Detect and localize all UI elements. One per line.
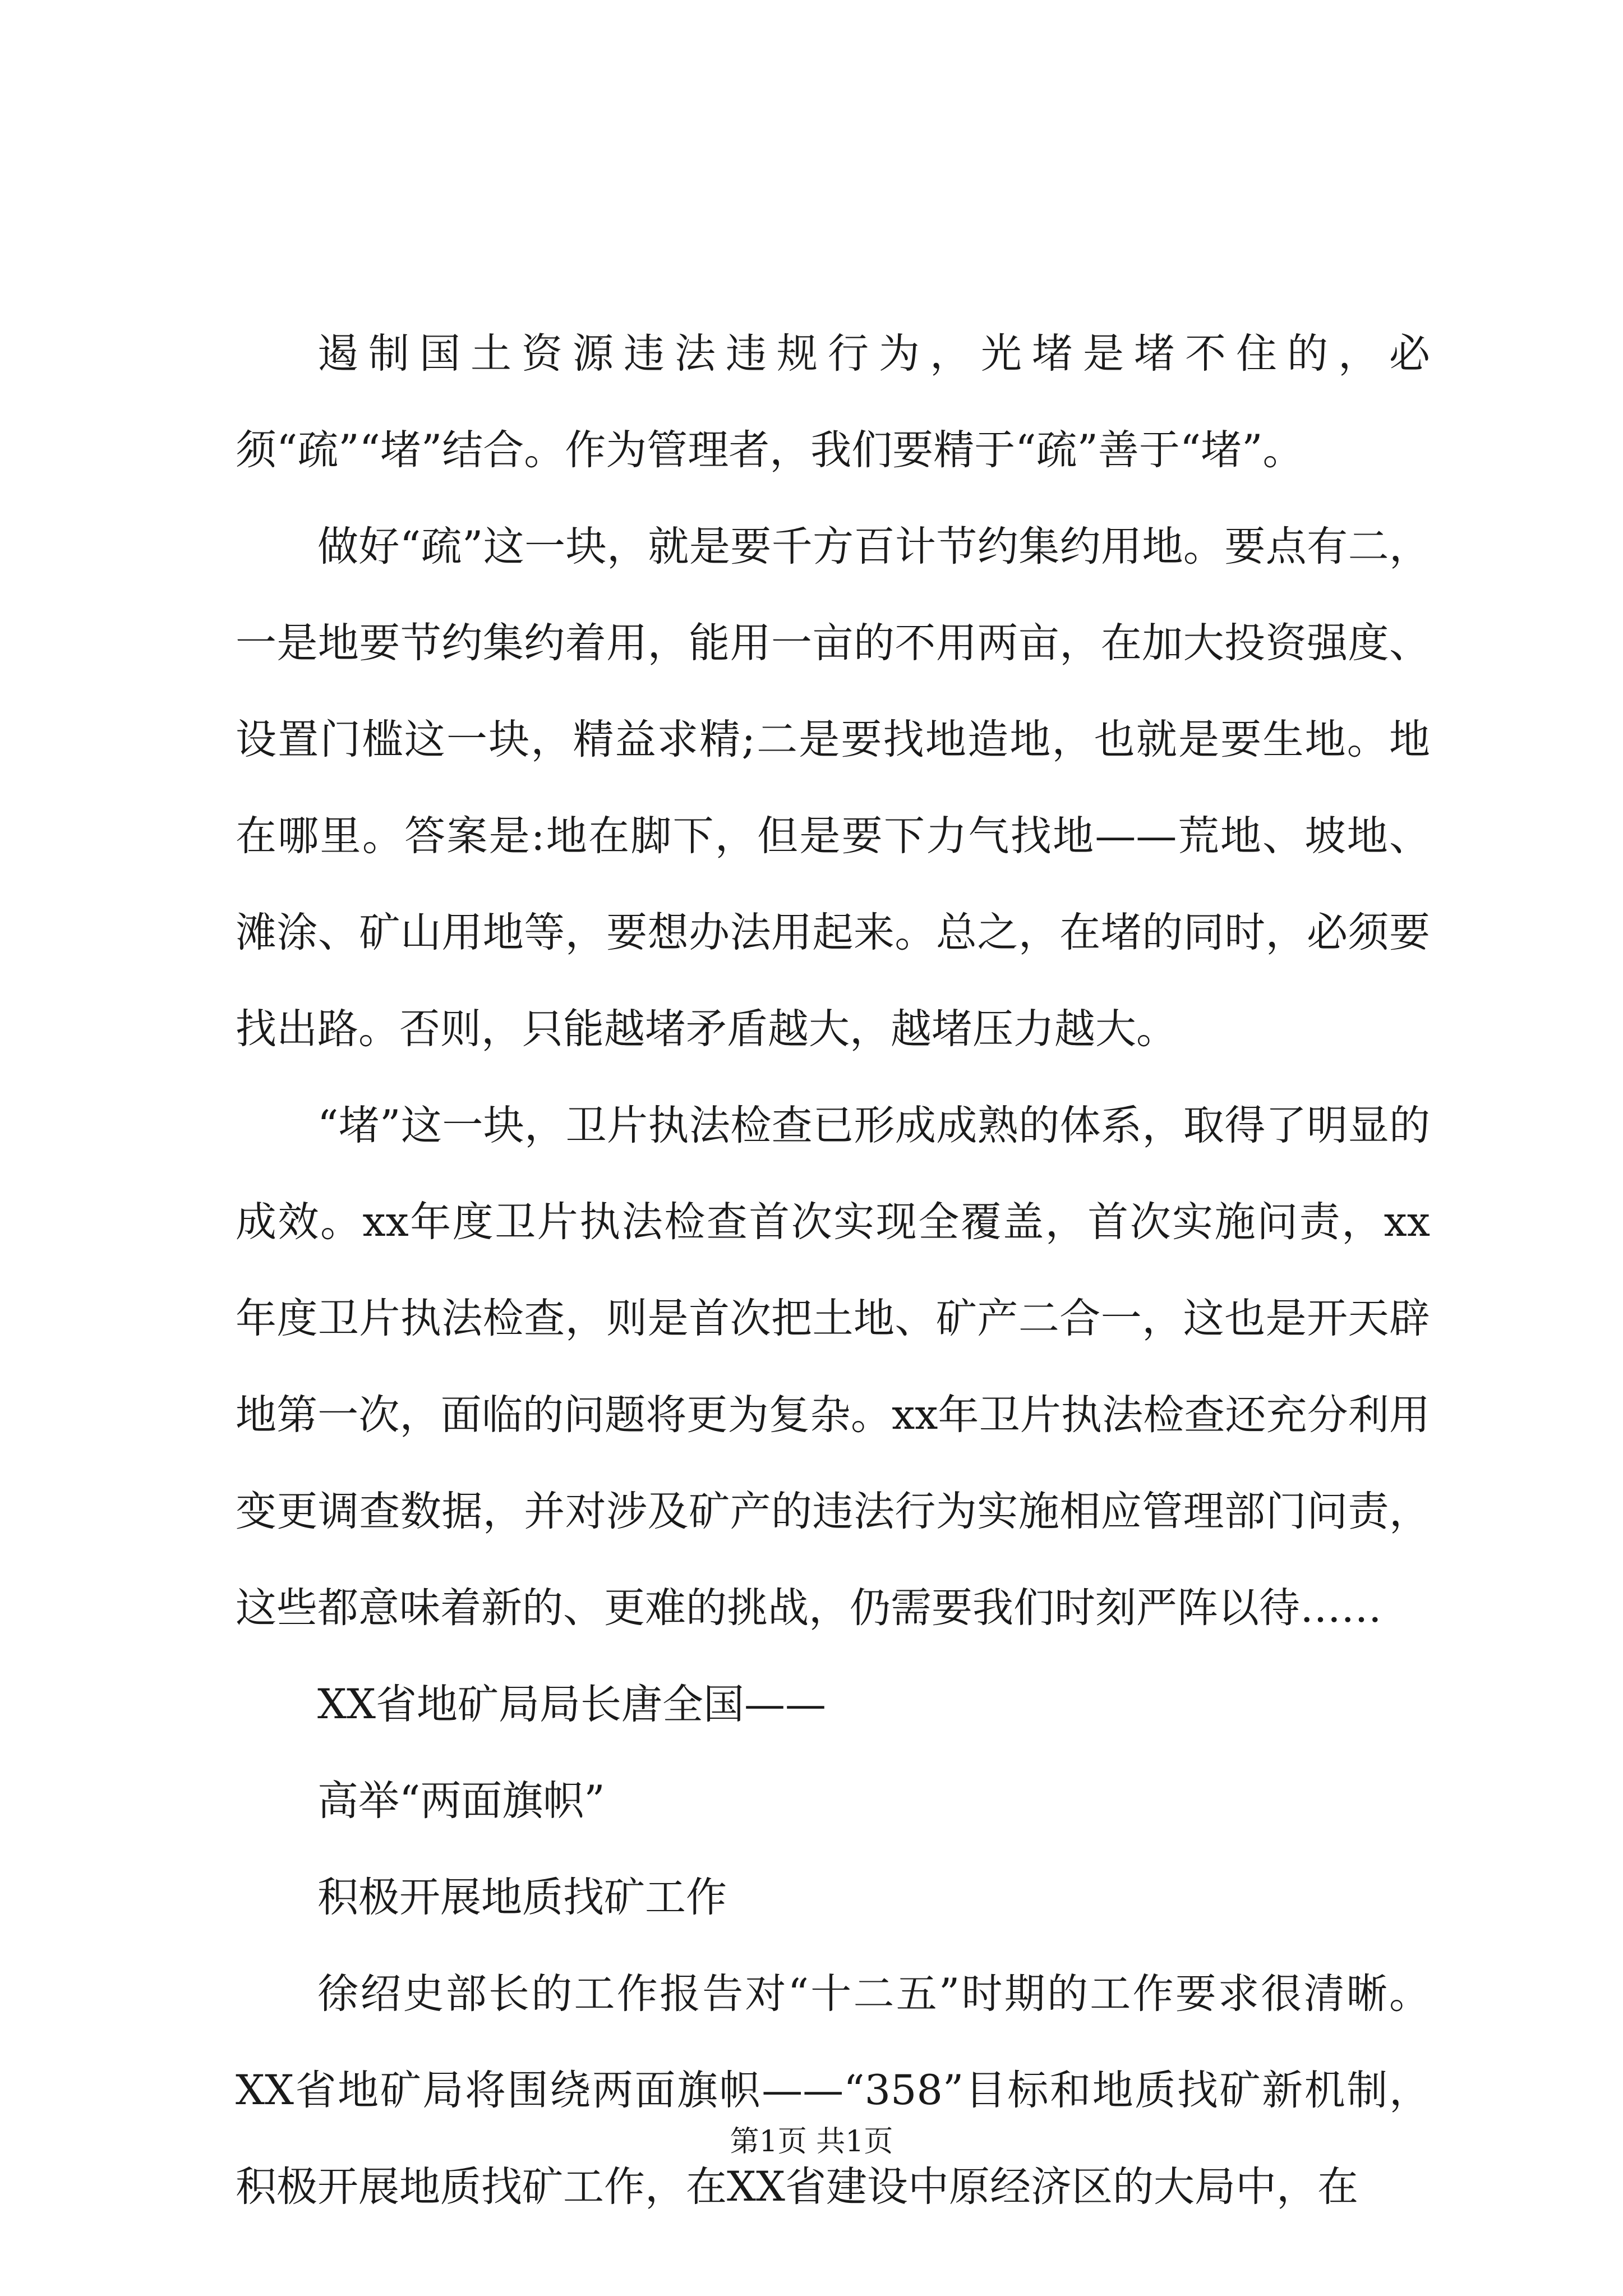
speech-title-line-2: 积极开展地质找矿工作 [317,1874,727,1921]
speech-title-line-1: 高举“两面旗帜” [317,1777,605,1825]
document-body [236,306,1430,2235]
paragraph-shu: 做好“疏”这一块，就是要千方百计节约集约用地。要点有二，一是地要节约集约着用，能用一亩的不用两亩，在加大投资强度、设置门槛这一块，精益求精;二是要找地造地，也就是要生地。地在哪里。答案是:地在脚下，但是要下力气找地——荒地、坡地、滩涂、矿山用地等，要想办法用起来。总之，在堵的同时，必须要找出路。否则，只能越堵矛盾越大，越堵压力越大。 [236,523,1430,1053]
paragraph-du: “堵”这一块，卫片执法检查已形成成熟的体系，取得了明显的成效。xx年度卫片执法检查首次实现全覆盖，首次实施问责，xx年度卫片执法检查，则是首次把土地、矿产二合一，这也是开天辟地第一次，面临的问题将更为复杂。xx年卫片执法检查还充分利用变更调查数据，并对涉及矿产的违法行为实施相应管理部门问责，这些都意味着新的、更难的挑战，仍需要我们时刻严阵以待…… [236,1102,1430,1632]
page-number-footer: 第1页 共1页 [730,2125,893,2159]
paragraph-speech-body: 徐绍史部长的工作报告对“十二五”时期的工作要求很清晰。XX省地矿局将围绕两面旗帜——“358”目标和地质找矿新机制，积极开展地质找矿工作，在XX省建设中原经济区的大局中，在 [236,1970,1430,2211]
speaker-heading: XX省地矿局局长唐全国—— [317,1681,826,1728]
paragraph-shu-du: 遏制国土资源违法违规行为，光堵是堵不住的，必须“疏”“堵”结合。作为管理者，我们要精于“疏”善于“堵”。 [236,330,1430,474]
